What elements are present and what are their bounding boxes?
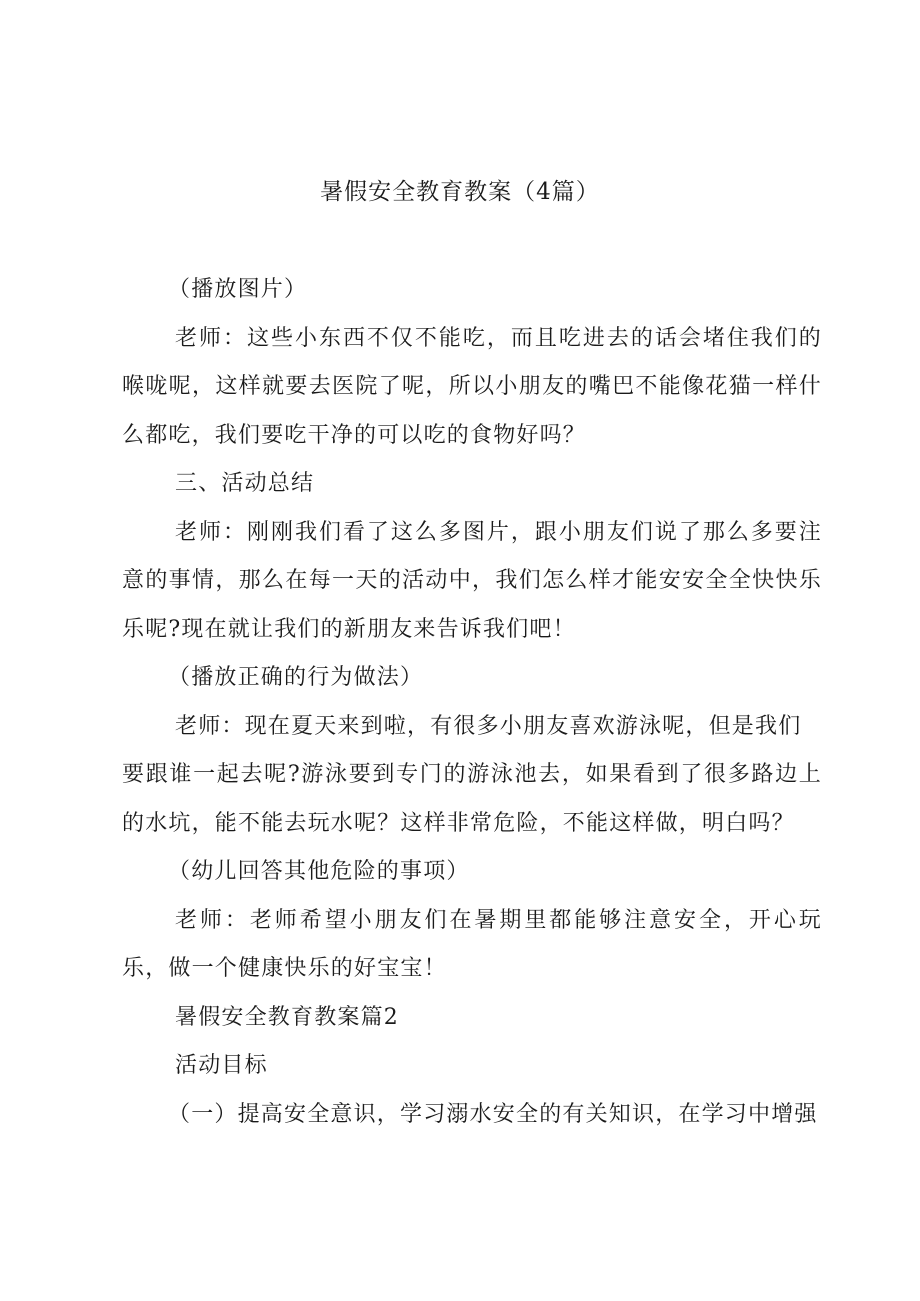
- paragraph: 老师：这些小东西不仅不能吃，而且吃进去的话会堵住我们的喉咙呢，这样就要去医院了呢，所以小朋友的嘴巴不能像花猫一样什么都吃，我们要吃干净的可以吃的食物好吗？: [122, 325, 822, 448]
- document-title: 暑假安全教育教案（4篇）: [320, 179, 600, 205]
- paragraph: （播放图片）: [168, 277, 308, 302]
- paragraph: 老师：现在夏天来到啦，有很多小朋友喜欢游泳呢，但是我们: [175, 713, 802, 739]
- document-body: [122, 266, 822, 1139]
- section-heading: 暑假安全教育教案篇2: [175, 1004, 399, 1030]
- section-heading: 三、活动总结: [175, 471, 315, 496]
- paragraph: （播放正确的行为做法）: [168, 665, 424, 690]
- paragraph: （幼儿回答其他危险的事项）: [168, 859, 470, 884]
- section-heading: 活动目标: [175, 1053, 268, 1078]
- paragraph: 老师：刚刚我们看了这么多图片，跟小朋友们说了那么多要注意的事情，那么在每一天的活动中，我们怎么样才能安安全全快快乐乐呢?现在就让我们的新朋友来告诉我们吧！: [122, 519, 822, 642]
- paragraph: 老师：老师希望小朋友们在暑期里都能够注意安全，开心玩乐，做一个健康快乐的好宝宝！: [122, 907, 822, 981]
- paragraph: （一）提高安全意识，学习溺水安全的有关知识，在学习中增强: [168, 1101, 818, 1127]
- paragraph: 要跟谁一起去呢?游泳要到专门的游泳池去，如果看到了很多路边上的水坑，能不能去玩水呢？这样非常危险，不能这样做，明白吗？: [122, 762, 822, 836]
